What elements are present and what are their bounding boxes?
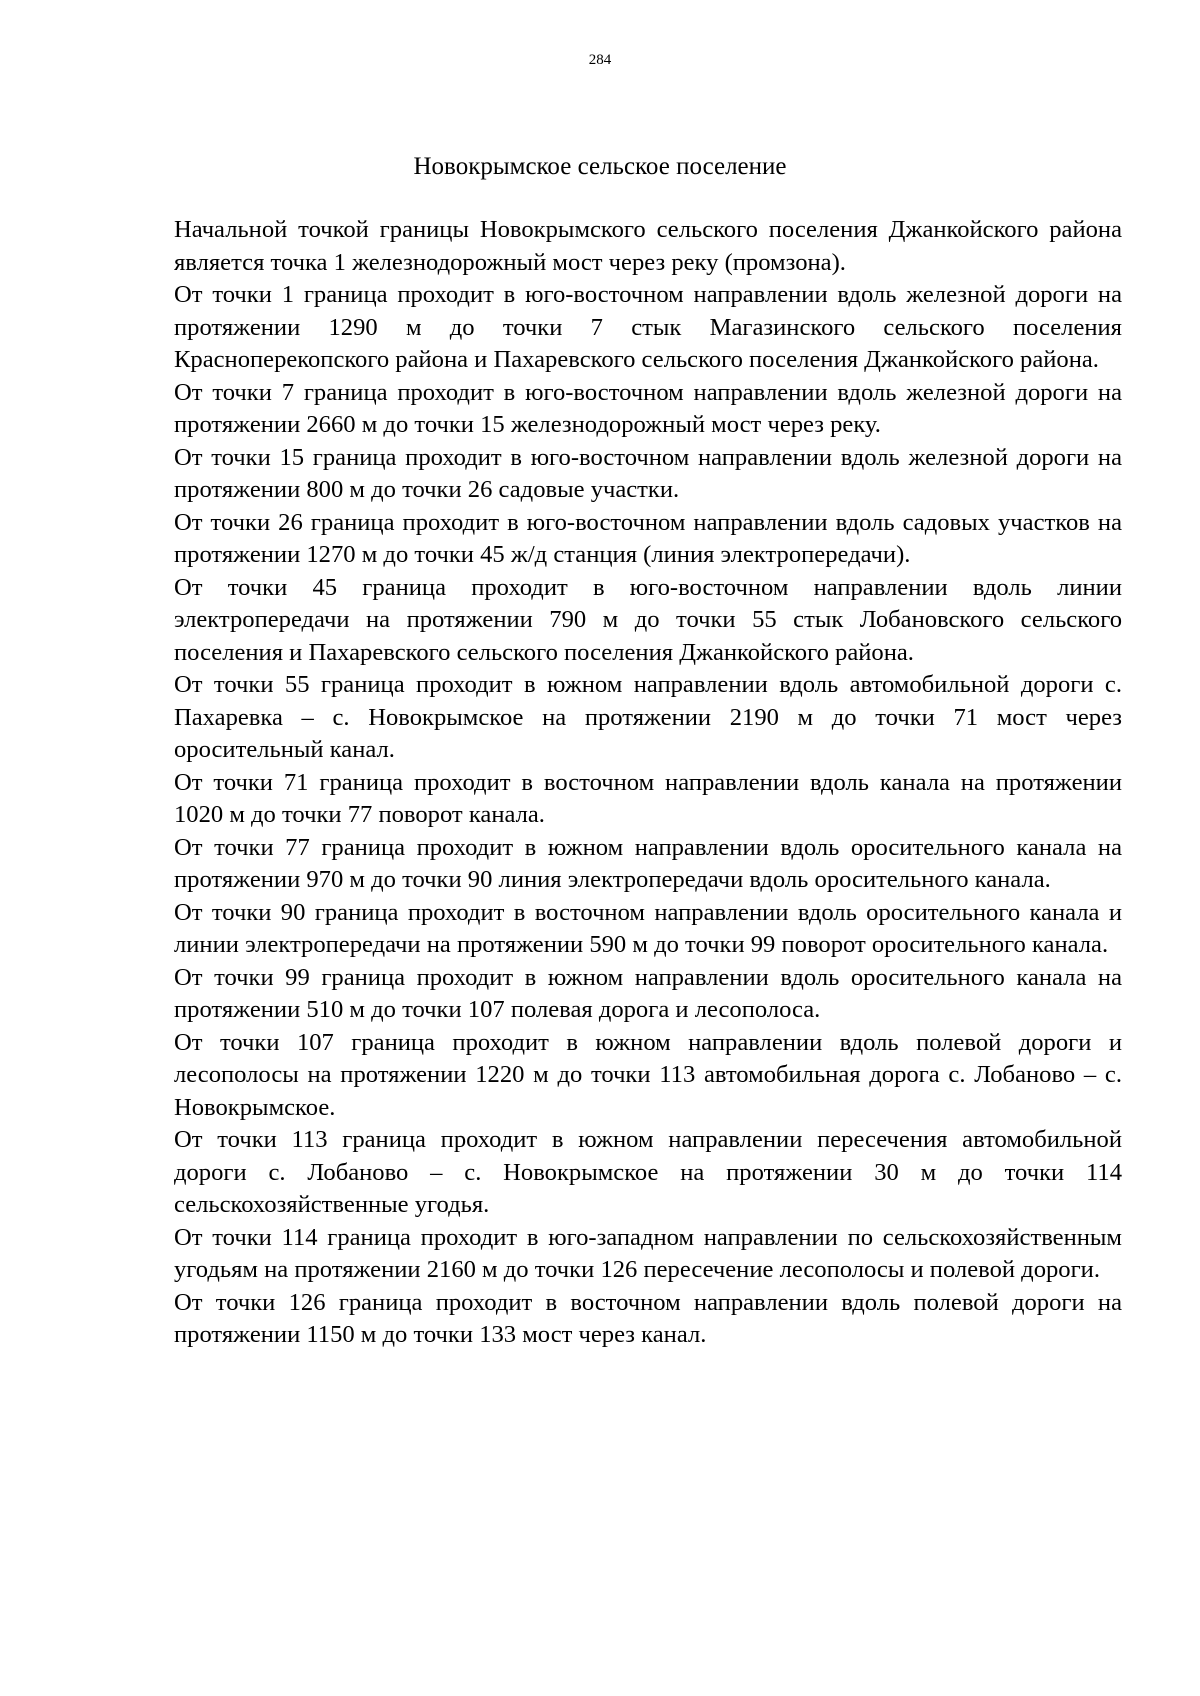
paragraph-4: От точки 15 граница проходит в юго-восточном направлении вдоль железной дороги на протяжении 800 м до точки 26 садовые участки. — [174, 443, 1122, 503]
paragraph-5: От точки 26 граница проходит в юго-восточном направлении вдоль садовых участков на протяжении 1270 м до точки 45 ж/д станция (линия электропередачи). — [174, 508, 1122, 568]
paragraph-3: От точки 7 граница проходит в юго-восточном направлении вдоль железной дороги на протяжении 2660 м до точки 15 железнодорожный мост через реку. — [174, 378, 1122, 438]
document-body — [174, 214, 1122, 1352]
paragraph-6: От точки 45 граница проходит в юго-восточном направлении вдоль линии электропередачи на протяжении 790 м до точки 55 стык Лобановского сельского поселения и Пахаревского сельского поселения Джанкойского района. — [174, 573, 1122, 666]
paragraph-7: От точки 55 граница проходит в южном направлении вдоль автомобильной дороги с. Пахаревка – с. Новокрымское на протяжении 2190 м до точки 71 мост через оросительный канал. — [174, 671, 1122, 763]
paragraph-10: От точки 90 граница проходит в восточном направлении вдоль оросительного канала и линии электропередачи на протяжении 590 м до точки 99 поворот оросительного канала. — [174, 898, 1122, 958]
paragraph-1: Начальной точкой границы Новокрымского сельского поселения Джанкойского района является точка 1 железнодорожный мост через реку (промзона). — [174, 216, 1122, 276]
paragraph-2: От точки 1 граница проходит в юго-восточном направлении вдоль железной дороги на протяжении 1290 м до точки 7 стык Магазинского сельского поселения Красноперекопского района и Пахаревского сельского поселения Джанкойского района. — [174, 281, 1122, 373]
page-number: 284 — [588, 52, 612, 68]
paragraph-13: От точки 113 граница проходит в южном направлении пересечения автомобильной дороги с. Лобаново – с. Новокрымское на протяжении 30 м до точки 114 сельскохозяйственные угодья. — [174, 1126, 1122, 1218]
paragraph-8: От точки 71 граница проходит в восточном направлении вдоль канала на протяжении 1020 м до точки 77 поворот канала. — [174, 768, 1122, 828]
paragraph-14: От точки 114 граница проходит в юго-западном направлении по сельскохозяйственным угодьям на протяжении 2160 м до точки 126 пересечение лесополосы и полевой дороги. — [174, 1223, 1122, 1283]
section-title: Новокрымское сельское поселение — [413, 153, 787, 180]
paragraph-15: От точки 126 граница проходит в восточном направлении вдоль полевой дороги на протяжении 1150 м до точки 133 мост через канал. — [174, 1288, 1122, 1348]
paragraph-12: От точки 107 граница проходит в южном направлении вдоль полевой дороги и лесополосы на протяжении 1220 м до точки 113 автомобильная дорога с. Лобаново – с. Новокрымское. — [174, 1028, 1122, 1121]
paragraph-11: От точки 99 граница проходит в южном направлении вдоль оросительного канала на протяжении 510 м до точки 107 полевая дорога и лесополоса. — [174, 963, 1122, 1023]
paragraph-9: От точки 77 граница проходит в южном направлении вдоль оросительного канала на протяжении 970 м до точки 90 линия электропередачи вдоль оросительного канала. — [174, 833, 1122, 893]
